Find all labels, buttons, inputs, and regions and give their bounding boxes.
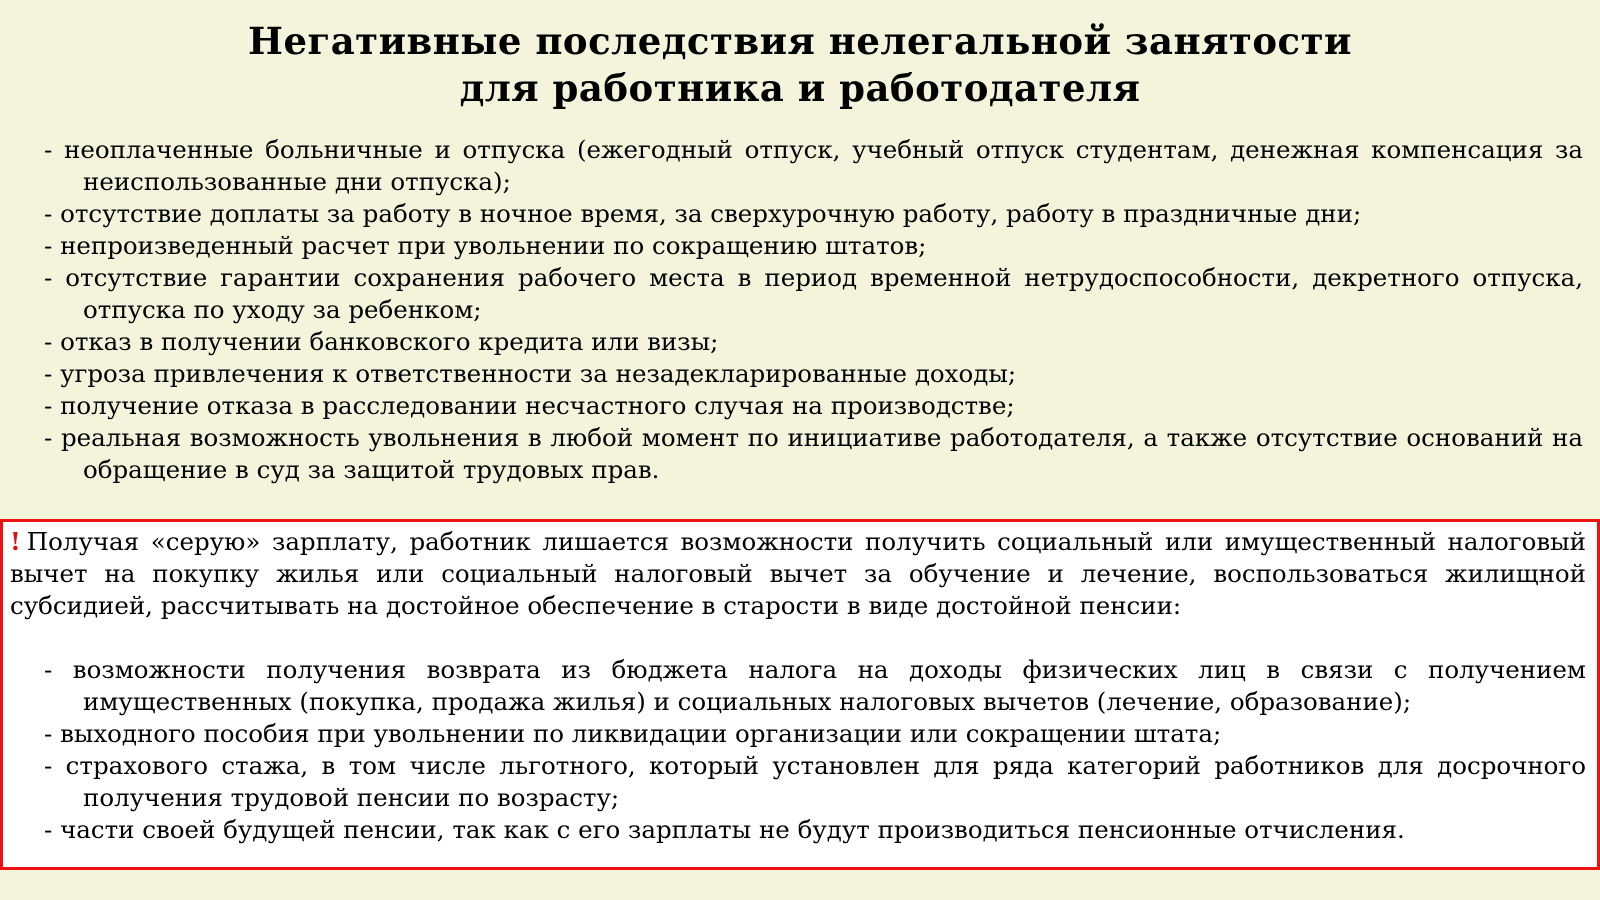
notice-intro-text: Получая «серую» зарплату, работник лишается возможности получить социальный или имущественный налоговый вычет на покупку жилья или социальный налоговый вычет за обучение и лечение, воспользоваться жилищной субсидией, рассчитывать на достойное обеспечение в старости в виде достойной пенсии: [10, 527, 1586, 620]
page-title [0, 18, 1600, 112]
list-item: - непроизведенный расчет при увольнении по сокращению штатов; [44, 231, 927, 260]
list-item: - отсутствие доплаты за работу в ночное время, за сверхурочную работу, работу в праздничные дни; [44, 199, 1362, 228]
list-item: - возможности получения возврата из бюджета налога на доходы физических лиц в связи с получением имущественных (покупка, продажа жилья) и социальных налоговых вычетов (лечение, образование); [44, 655, 1586, 716]
list-item: - отсутствие гарантии сохранения рабочего места в период временной нетрудоспособности, декретного отпуска, отпуска по уходу за ребенком; [44, 263, 1583, 324]
notice-list [44, 654, 1586, 846]
list-item: - страхового стажа, в том числе льготного, который установлен для ряда категорий работников для досрочного получения трудовой пенсии по возрасту; [44, 751, 1586, 812]
list-item: - отказ в получении банковского кредита или визы; [44, 327, 719, 356]
notice-box [0, 519, 1600, 870]
list-item: - неоплаченные больничные и отпуска (ежегодный отпуск, учебный отпуск студентам, денежная компенсация за неиспользованные дни отпуска); [44, 135, 1583, 196]
consequences-list [44, 134, 1583, 486]
list-item: - части своей будущей пенсии, так как с его зарплаты не будут производиться пенсионные отчисления. [44, 815, 1405, 844]
list-item: - получение отказа в расследовании несчастного случая на производстве; [44, 391, 1015, 420]
list-item: - выходного пособия при увольнении по ликвидации организации или сокращении штата; [44, 719, 1222, 748]
list-item: - угроза привлечения к ответственности за незадекларированные доходы; [44, 359, 1017, 388]
title-line-1: Негативные последствия нелегальной занятости [248, 19, 1352, 63]
notice-intro-paragraph [10, 526, 1586, 622]
title-line-2: для работника и работодателя [459, 66, 1141, 110]
exclamation-icon: ! [10, 527, 21, 556]
list-item: - реальная возможность увольнения в любой момент по инициативе работодателя, а также отсутствие оснований на обращение в суд за защитой трудовых прав. [44, 423, 1583, 484]
